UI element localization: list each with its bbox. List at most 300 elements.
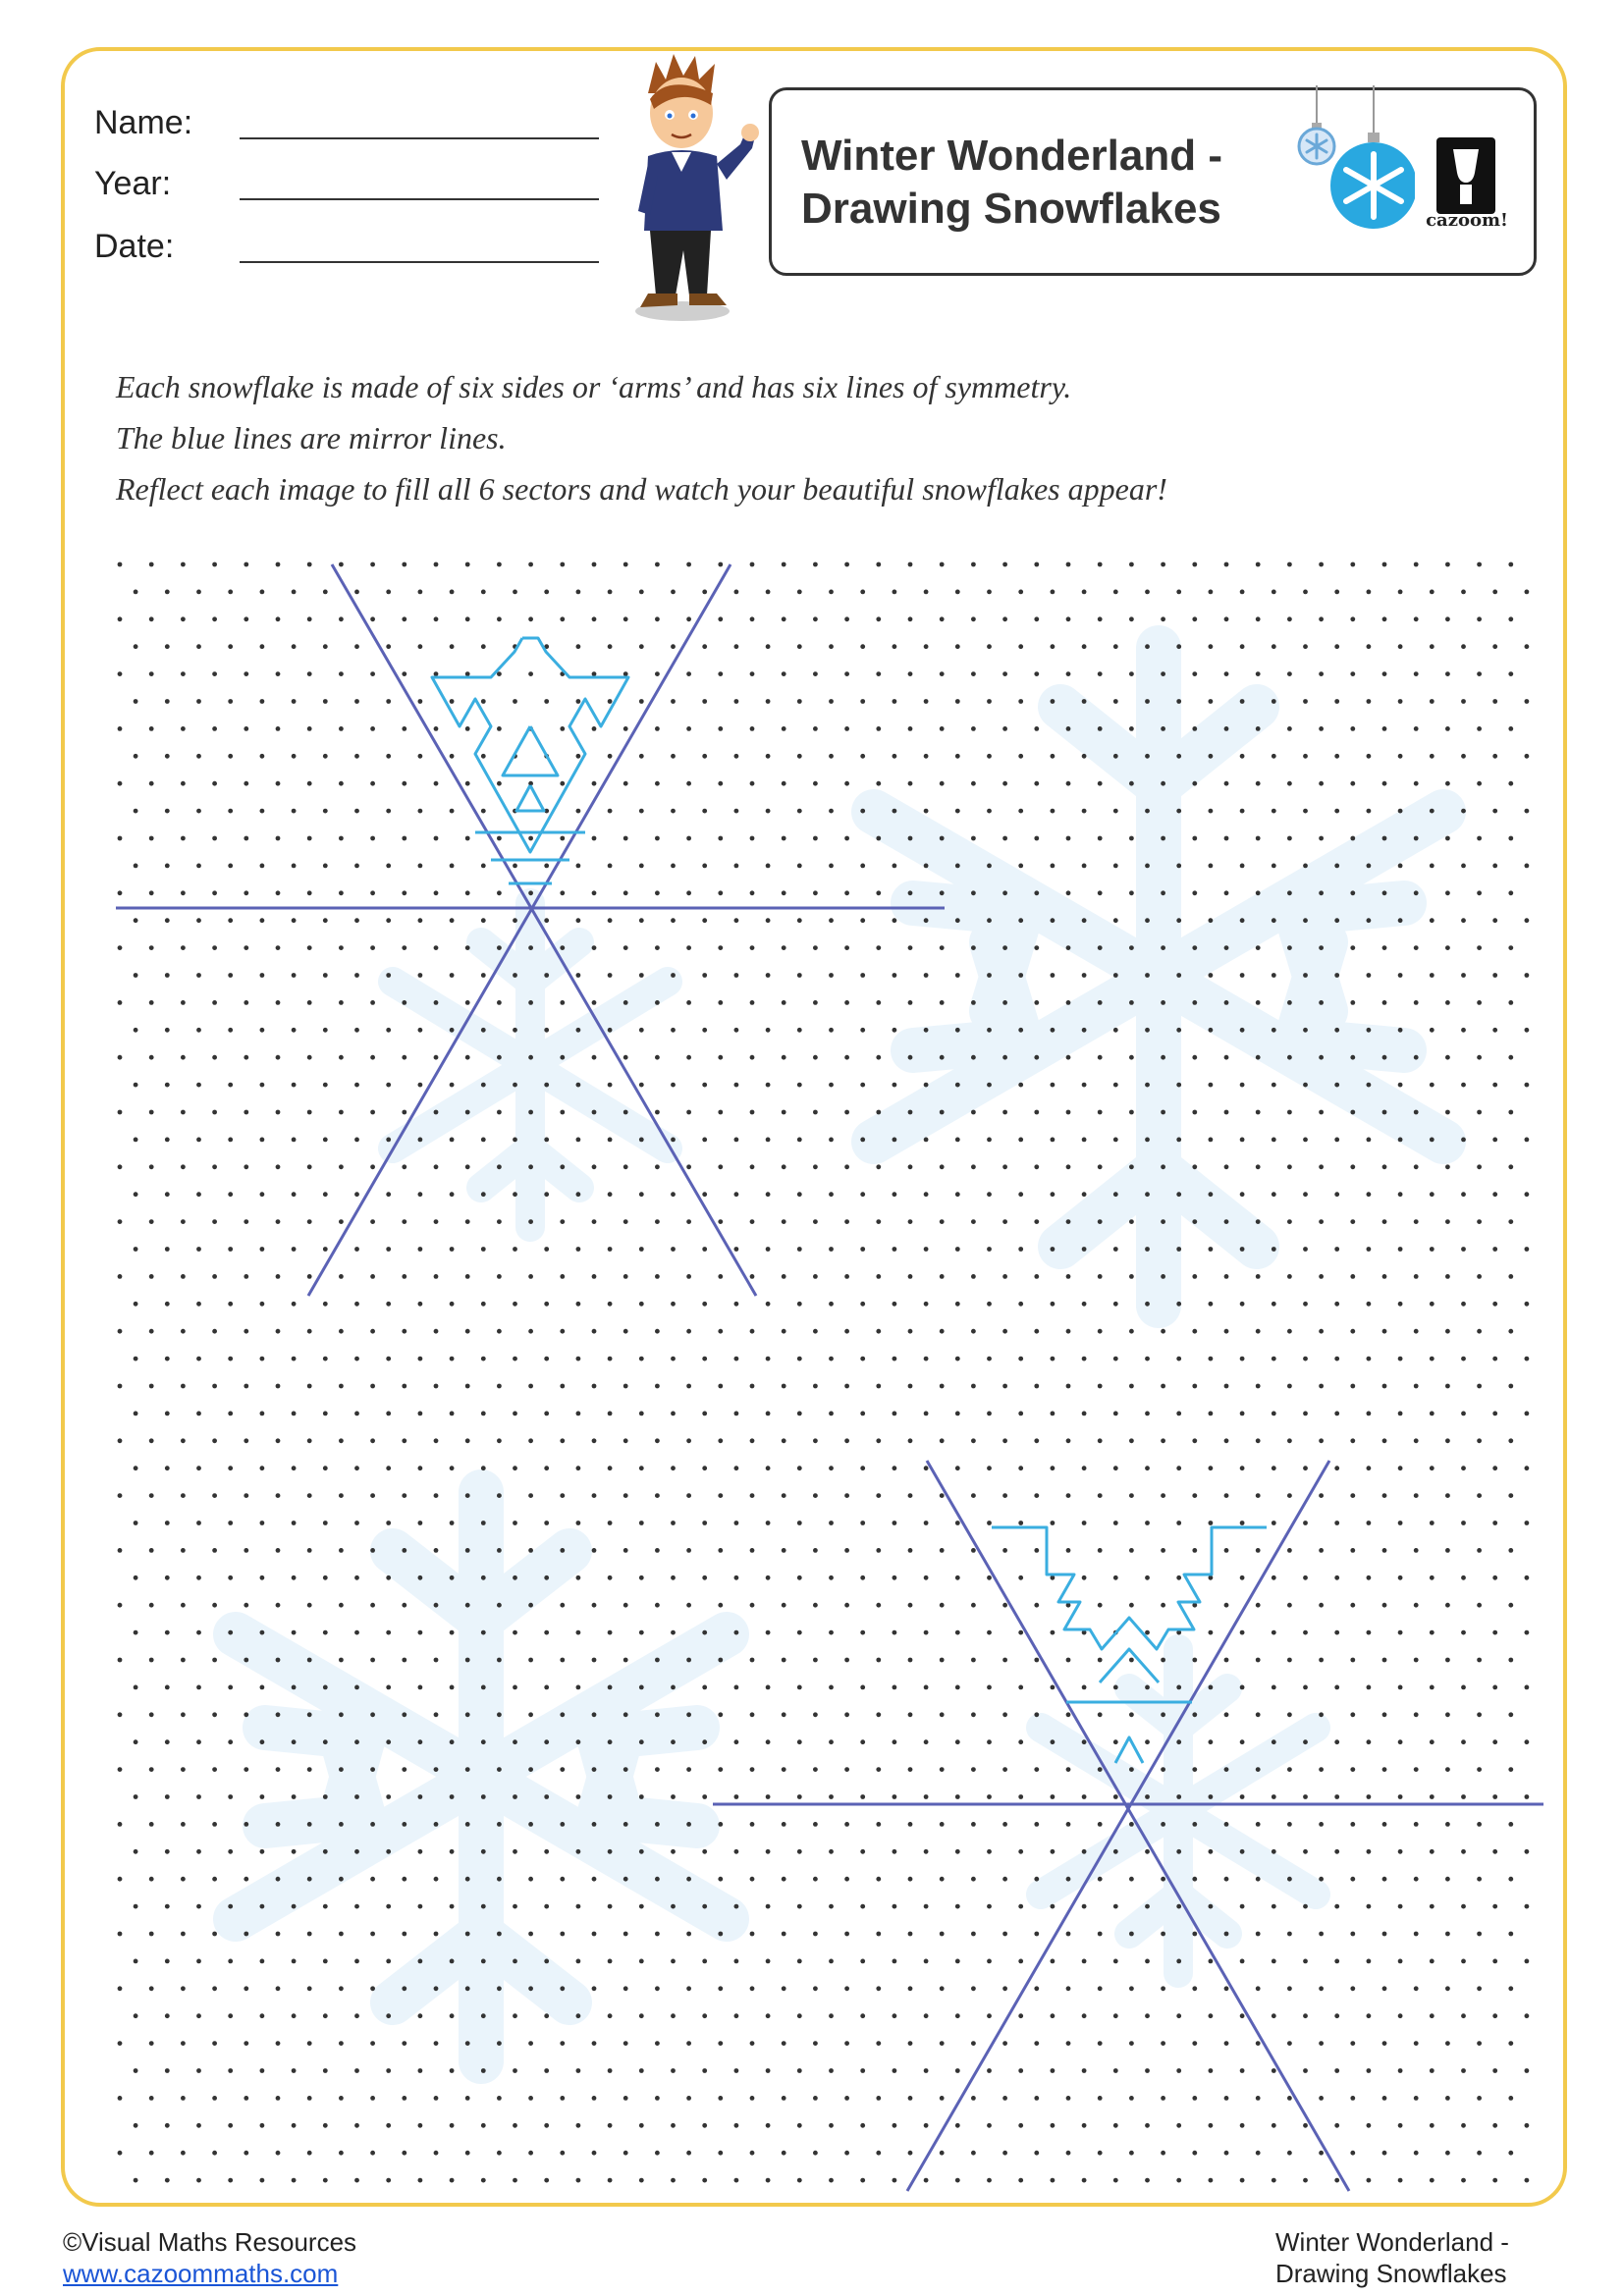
grid-dot (560, 1932, 565, 1937)
grid-dot (528, 1658, 533, 1663)
grid-dot (370, 1055, 375, 1060)
grid-dot (766, 1357, 771, 1362)
grid-dot (513, 864, 517, 869)
grid-dot (386, 1247, 391, 1252)
grid-dot (686, 1000, 691, 1005)
grid-dot (766, 1302, 771, 1307)
grid-dot (1145, 1630, 1150, 1635)
grid-dot (339, 1055, 344, 1060)
grid-dot (1192, 1822, 1197, 1827)
grid-dot (1319, 1658, 1324, 1663)
grid-dot (829, 1794, 834, 1799)
grid-dot (276, 1055, 281, 1060)
grid-dot (1477, 1110, 1482, 1115)
grid-dot (987, 1192, 992, 1197)
grid-dot (560, 1438, 565, 1443)
grid-dot (940, 1110, 945, 1115)
grid-dot (639, 1575, 644, 1580)
grid-dot (940, 1329, 945, 1334)
grid-dot (1350, 945, 1355, 950)
grid-dot (418, 918, 423, 923)
grid-dot (1272, 1685, 1276, 1690)
grid-dot (1098, 1110, 1103, 1115)
grid-dot (196, 1630, 201, 1635)
grid-dot (149, 1767, 154, 1772)
grid-dot (1161, 1164, 1165, 1169)
grid-dot (1209, 590, 1214, 595)
instruction-line-2: The blue lines are mirror lines. (116, 420, 507, 455)
grid-dot (1492, 2068, 1497, 2073)
grid-dot (971, 1384, 976, 1389)
grid-dot (1525, 1521, 1530, 1525)
grid-dot (118, 562, 123, 567)
grid-dot (1477, 1384, 1482, 1389)
grid-dot (876, 781, 881, 786)
grid-dot (671, 1247, 676, 1252)
grid-dot (1161, 1000, 1165, 1005)
grid-dot (702, 1959, 707, 1964)
grid-dot (1430, 1466, 1435, 1470)
grid-dot (434, 1603, 439, 1608)
grid-dot (639, 1192, 644, 1197)
grid-dot (1319, 2151, 1324, 2156)
grid-dot (1367, 809, 1372, 814)
grid-dot (718, 1658, 723, 1663)
grid-dot (513, 1138, 517, 1143)
grid-dot (1319, 1438, 1324, 1443)
grid-dot (260, 2123, 265, 2128)
grid-dot (402, 1493, 406, 1498)
grid-dot (418, 1138, 423, 1143)
grid-dot (1272, 1466, 1276, 1470)
grid-dot (1082, 2013, 1087, 2018)
grid-dot (276, 726, 281, 731)
grid-dot (576, 1904, 581, 1909)
grid-dot (1113, 1302, 1118, 1307)
grid-dot (354, 1083, 359, 1088)
grid-dot (1034, 1822, 1039, 1827)
grid-dot (876, 945, 881, 950)
grid-dot (134, 1247, 138, 1252)
grid-dot (940, 1658, 945, 1663)
grid-dot (134, 1575, 138, 1580)
grid-dot (1477, 616, 1482, 621)
grid-dot (292, 1521, 297, 1525)
grid-dot (1461, 699, 1466, 704)
grid-dot (1319, 726, 1324, 731)
grid-dot (1492, 918, 1497, 923)
grid-dot (876, 1986, 881, 1991)
grid-dot (844, 836, 849, 841)
grid-dot (1161, 1493, 1165, 1498)
grid-dot (1161, 1603, 1165, 1608)
grid-dot (1002, 1932, 1007, 1937)
grid-dot (1018, 918, 1023, 923)
grid-dot (560, 1000, 565, 1005)
grid-dot (924, 1630, 929, 1635)
grid-dot (1382, 1767, 1387, 1772)
grid-dot (118, 1986, 123, 1991)
grid-dot (1082, 1959, 1087, 1964)
grid-dot (1525, 2178, 1530, 2183)
grid-dot (940, 1493, 945, 1498)
grid-dot (354, 2068, 359, 2073)
grid-dot (528, 1932, 533, 1937)
grid-dot (1477, 562, 1482, 567)
grid-dot (354, 1247, 359, 1252)
grid-dot (1145, 1521, 1150, 1525)
grid-dot (750, 1274, 755, 1279)
grid-dot (181, 2041, 186, 2046)
grid-dot (1224, 1986, 1229, 1991)
grid-dot (1018, 1412, 1023, 1416)
grid-dot (1161, 1712, 1165, 1717)
grid-dot (813, 726, 818, 731)
grid-dot (1272, 2068, 1276, 2073)
grid-dot (354, 1959, 359, 1964)
grid-dot (386, 1138, 391, 1143)
grid-dot (528, 1329, 533, 1334)
grid-dot (1034, 726, 1039, 731)
grid-dot (1492, 1794, 1497, 1799)
grid-dot (1051, 2013, 1056, 2018)
grid-dot (1492, 1138, 1497, 1143)
grid-dot (560, 562, 565, 567)
grid-dot (734, 2013, 739, 2018)
grid-dot (1303, 1247, 1308, 1252)
grid-dot (576, 2068, 581, 2073)
grid-dot (655, 1767, 660, 1772)
grid-dot (1367, 590, 1372, 595)
grid-dot (370, 671, 375, 676)
grid-dot (1145, 864, 1150, 869)
grid-dot (339, 781, 344, 786)
grid-dot (1209, 1357, 1214, 1362)
grid-dot (576, 1685, 581, 1690)
grid-dot (418, 1849, 423, 1854)
grid-dot (1461, 1138, 1466, 1143)
grid-dot (1161, 1548, 1165, 1553)
grid-dot (639, 973, 644, 978)
grid-dot (1430, 590, 1435, 595)
grid-dot (766, 809, 771, 814)
grid-dot (260, 2178, 265, 2183)
grid-dot (1382, 1712, 1387, 1717)
grid-dot (971, 1603, 976, 1608)
grid-dot (339, 1712, 344, 1717)
grid-dot (1176, 2123, 1181, 2128)
grid-dot (1445, 616, 1450, 621)
grid-dot (734, 809, 739, 814)
grid-dot (370, 1548, 375, 1553)
grid-dot (608, 918, 613, 923)
grid-dot (1051, 1521, 1056, 1525)
grid-dot (149, 836, 154, 841)
grid-dot (1098, 836, 1103, 841)
grid-dot (1082, 2178, 1087, 2183)
grid-dot (134, 1959, 138, 1964)
grid-dot (450, 1685, 455, 1690)
grid-dot (1034, 836, 1039, 841)
grid-dot (402, 2151, 406, 2156)
grid-dot (465, 836, 470, 841)
grid-dot (1192, 1384, 1197, 1389)
grid-dot (1066, 1055, 1071, 1060)
grid-dot (893, 699, 897, 704)
grid-dot (766, 1466, 771, 1470)
grid-dot (1382, 2096, 1387, 2101)
grid-dot (1414, 1493, 1419, 1498)
grid-dot (481, 590, 486, 595)
grid-dot (1066, 1767, 1071, 1772)
grid-dot (987, 1083, 992, 1088)
grid-dot (465, 1438, 470, 1443)
grid-dot (434, 1493, 439, 1498)
grid-dot (1034, 1986, 1039, 1991)
grid-dot (1209, 2068, 1214, 2073)
grid-dot (797, 1192, 802, 1197)
grid-dot (1350, 2151, 1355, 2156)
grid-dot (1319, 1329, 1324, 1334)
grid-dot (750, 562, 755, 567)
grid-dot (1367, 754, 1372, 759)
grid-dot (1367, 2068, 1372, 2073)
grid-dot (465, 945, 470, 950)
grid-dot (718, 1877, 723, 1882)
grid-dot (876, 1274, 881, 1279)
grid-dot (1066, 1164, 1071, 1169)
grid-dot (402, 1712, 406, 1717)
grid-dot (481, 1138, 486, 1143)
grid-dot (165, 1192, 170, 1197)
grid-dot (1145, 1685, 1150, 1690)
grid-dot (1176, 754, 1181, 759)
grid-dot (971, 1329, 976, 1334)
grid-dot (1461, 809, 1466, 814)
grid-dot (481, 2013, 486, 2018)
grid-dot (1129, 1438, 1134, 1443)
grid-dot (1287, 1110, 1292, 1115)
grid-dot (513, 1685, 517, 1690)
grid-dot (1414, 945, 1419, 950)
website-link[interactable]: www.cazoommaths.com (63, 2259, 339, 2288)
grid-dot (1461, 1192, 1466, 1197)
grid-dot (149, 1822, 154, 1827)
grid-dot (1367, 2013, 1372, 2018)
grid-dot (465, 1164, 470, 1169)
grid-dot (1034, 562, 1039, 567)
grid-dot (844, 1712, 849, 1717)
grid-dot (1192, 1548, 1197, 1553)
grid-dot (940, 1274, 945, 1279)
grid-dot (450, 973, 455, 978)
grid-dot (750, 2151, 755, 2156)
grid-dot (339, 1877, 344, 1882)
grid-dot (813, 781, 818, 786)
grid-dot (908, 1055, 913, 1060)
grid-dot (560, 890, 565, 895)
grid-dot (797, 590, 802, 595)
grid-dot (339, 836, 344, 841)
grid-dot (450, 1521, 455, 1525)
grid-dot (307, 1877, 312, 1882)
grid-dot (276, 1822, 281, 1827)
grid-dot (244, 616, 248, 621)
grid-dot (1113, 973, 1118, 978)
grid-dot (1350, 781, 1355, 786)
grid-dot (560, 1986, 565, 1991)
year-label: Year: (94, 165, 172, 202)
grid-dot (181, 1822, 186, 1827)
grid-dot (1382, 836, 1387, 841)
grid-dot (560, 726, 565, 731)
grid-dot (1240, 1412, 1245, 1416)
grid-dot (971, 1658, 976, 1663)
grid-dot (766, 1849, 771, 1854)
grid-dot (1129, 2096, 1134, 2101)
grid-dot (797, 2123, 802, 2128)
grid-dot (592, 1493, 597, 1498)
grid-dot (434, 671, 439, 676)
grid-dot (292, 1412, 297, 1416)
grid-dot (844, 2096, 849, 2101)
grid-dot (418, 1028, 423, 1033)
grid-dot (1382, 1603, 1387, 1608)
grid-dot (149, 1877, 154, 1882)
grid-dot (386, 1083, 391, 1088)
grid-dot (1256, 1438, 1261, 1443)
grid-dot (196, 1412, 201, 1416)
grid-dot (1129, 1329, 1134, 1334)
grid-dot (608, 1904, 613, 1909)
grid-dot (228, 644, 233, 649)
grid-dot (1113, 1794, 1118, 1799)
grid-dot (450, 1302, 455, 1307)
grid-dot (1525, 809, 1530, 814)
grid-dot (718, 1219, 723, 1224)
grid-dot (149, 1000, 154, 1005)
grid-dot (1176, 2068, 1181, 2073)
grid-dot (1525, 1630, 1530, 1635)
grid-dot (813, 2041, 818, 2046)
grid-dot (1287, 1822, 1292, 1827)
grid-dot (734, 2178, 739, 2183)
grid-dot (1129, 1219, 1134, 1224)
grid-dot (813, 1712, 818, 1717)
grid-dot (987, 809, 992, 814)
grid-dot (1303, 973, 1308, 978)
grid-dot (134, 699, 138, 704)
grid-dot (1145, 1575, 1150, 1580)
grid-dot (1367, 1575, 1372, 1580)
grid-dot (860, 590, 865, 595)
grid-dot (1445, 1329, 1450, 1334)
grid-dot (1477, 1712, 1482, 1717)
grid-dot (450, 1575, 455, 1580)
grid-dot (940, 836, 945, 841)
grid-dot (1145, 644, 1150, 649)
grid-dot (655, 1274, 660, 1279)
grid-dot (1382, 1548, 1387, 1553)
grid-dot (813, 671, 818, 676)
grid-dot (339, 1986, 344, 1991)
grid-dot (1002, 1219, 1007, 1224)
grid-dot (1209, 1083, 1214, 1088)
grid-dot (1334, 1302, 1339, 1307)
grid-dot (1256, 1658, 1261, 1663)
grid-dot (576, 1412, 581, 1416)
grid-dot (655, 1329, 660, 1334)
grid-dot (1224, 1877, 1229, 1882)
grid-dot (1066, 1877, 1071, 1882)
grid-dot (1256, 1493, 1261, 1498)
grid-dot (1129, 1274, 1134, 1279)
grid-dot (813, 1055, 818, 1060)
grid-dot (244, 1493, 248, 1498)
grid-dot (260, 1302, 265, 1307)
grid-dot (1492, 864, 1497, 869)
grid-dot (370, 1603, 375, 1608)
grid-dot (149, 890, 154, 895)
grid-dot (292, 1739, 297, 1744)
grid-dot (212, 726, 217, 731)
grid-dot (702, 2178, 707, 2183)
grid-dot (149, 945, 154, 950)
grid-dot (686, 726, 691, 731)
grid-dot (1382, 1110, 1387, 1115)
grid-dot (1129, 890, 1134, 895)
grid-dot (1272, 2013, 1276, 2018)
grid-dot (402, 726, 406, 731)
grid-dot (1192, 1493, 1197, 1498)
grid-dot (671, 918, 676, 923)
grid-dot (893, 1028, 897, 1033)
grid-dot (1002, 2041, 1007, 2046)
grid-dot (1051, 864, 1056, 869)
grid-dot (1034, 2096, 1039, 2101)
grid-dot (844, 1603, 849, 1608)
grid-dot (876, 1822, 881, 1827)
grid-dot (576, 1247, 581, 1252)
grid-dot (782, 836, 786, 841)
grid-dot (1272, 1357, 1276, 1362)
grid-dot (893, 1794, 897, 1799)
grid-dot (1508, 1603, 1513, 1608)
grid-dot (1002, 1658, 1007, 1663)
grid-dot (797, 1138, 802, 1143)
grid-dot (1082, 1849, 1087, 1854)
grid-dot (434, 1055, 439, 1060)
grid-dot (1525, 1412, 1530, 1416)
grid-dot (323, 1521, 328, 1525)
grid-dot (1350, 1603, 1355, 1608)
grid-dot (893, 1904, 897, 1909)
grid-dot (639, 1302, 644, 1307)
grid-dot (544, 973, 549, 978)
grid-dot (481, 1685, 486, 1690)
grid-dot (813, 1548, 818, 1553)
grid-dot (955, 1739, 960, 1744)
grid-dot (339, 1822, 344, 1827)
grid-dot (1113, 1959, 1118, 1964)
grid-dot (1287, 1877, 1292, 1882)
grid-dot (766, 2178, 771, 2183)
grid-dot (1334, 2013, 1339, 2018)
grid-dot (1256, 1000, 1261, 1005)
grid-dot (1398, 644, 1403, 649)
grid-dot (1256, 616, 1261, 621)
grid-dot (1129, 2041, 1134, 2046)
